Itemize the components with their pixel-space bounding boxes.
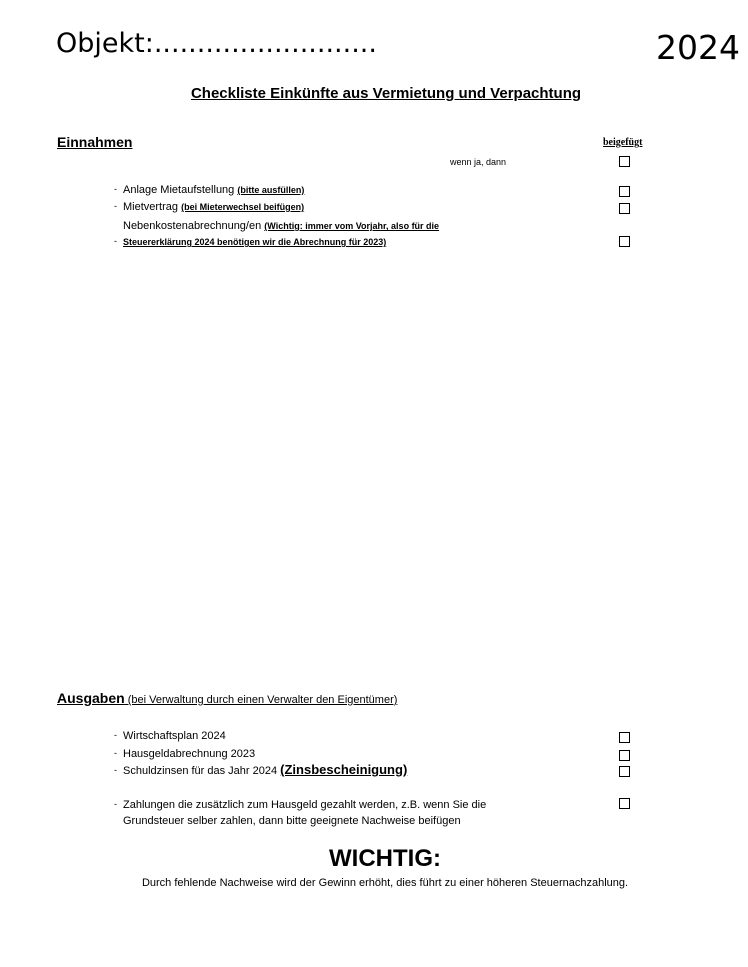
item-dash: - bbox=[114, 184, 117, 194]
checkbox-wirtschaftsplan[interactable] bbox=[619, 732, 630, 743]
page-title: Checkliste Einkünfte aus Vermietung und Verpachtung bbox=[190, 85, 582, 102]
item-label: Wirtschaftsplan 2024 bbox=[123, 730, 226, 742]
item-note: (bitte ausfüllen) bbox=[237, 185, 305, 195]
list-item-nebenkosten-line2 bbox=[114, 236, 386, 248]
year-label: 2024 bbox=[656, 28, 740, 67]
wenn-ja-checkbox[interactable] bbox=[619, 156, 630, 167]
object-label: Objekt:.......................... bbox=[56, 28, 377, 59]
list-item-zahlungen-line2: Grundsteuer selber zahlen, dann bitte geeignete Nachweise beifügen bbox=[123, 815, 461, 827]
checkbox-schuldzinsen[interactable] bbox=[619, 766, 630, 777]
item-label: Hausgeldabrechnung 2023 bbox=[123, 748, 256, 760]
item-note: (bei Mieterwechsel beifügen) bbox=[181, 202, 305, 212]
wichtig-heading: WICHTIG: bbox=[329, 845, 441, 872]
list-item-wirtschaftsplan bbox=[114, 730, 226, 742]
checkbox-mietaufstellung[interactable] bbox=[619, 186, 630, 197]
list-item-hausgeldabrechnung bbox=[114, 748, 255, 760]
item-dash: - bbox=[114, 730, 117, 740]
checkbox-hausgeldabrechnung[interactable] bbox=[619, 750, 630, 761]
item-dash: - bbox=[114, 799, 117, 809]
list-item-nebenkosten-line1 bbox=[123, 220, 439, 232]
item-note-line2: Steuererklärung 2024 benötigen wir die Abrechnung für 2023) bbox=[123, 237, 387, 247]
item-label-line1: Zahlungen die zusätzlich zum Hausgeld gezahlt werden, z.B. wenn Sie die bbox=[123, 799, 487, 811]
item-label: Nebenkostenabrechnung/en bbox=[123, 220, 265, 232]
item-dash: - bbox=[114, 236, 117, 246]
checkbox-mietvertrag[interactable] bbox=[619, 203, 630, 214]
checkbox-zahlungen[interactable] bbox=[619, 798, 630, 809]
einnahmen-heading: Einnahmen bbox=[57, 134, 133, 150]
item-dash: - bbox=[114, 765, 117, 775]
item-label: Anlage Mietaufstellung bbox=[123, 184, 238, 196]
list-item-mietvertrag bbox=[114, 201, 304, 213]
item-label: Mietvertrag bbox=[123, 201, 182, 213]
item-dash: - bbox=[114, 201, 117, 211]
item-label: Schuldzinsen für das Jahr 2024 bbox=[123, 765, 281, 777]
beigefuegt-column-label: beigefügt bbox=[603, 137, 643, 148]
list-item-schuldzinsen bbox=[114, 762, 407, 777]
wenn-ja-label: wenn ja, dann bbox=[450, 157, 507, 167]
item-note: (Zinsbescheinigung) bbox=[280, 762, 408, 777]
ausgaben-heading: Ausgaben bbox=[57, 690, 125, 706]
ausgaben-subheading: (bei Verwaltung durch einen Verwalter den Eigentümer) bbox=[124, 694, 398, 706]
checkbox-nebenkosten[interactable] bbox=[619, 236, 630, 247]
item-dash: - bbox=[114, 748, 117, 758]
item-note-line1: (Wichtig: immer vom Vorjahr, also für die bbox=[264, 221, 440, 231]
list-item-zahlungen-line1 bbox=[114, 799, 486, 811]
ausgaben-heading-row bbox=[57, 690, 397, 706]
wichtig-text: Durch fehlende Nachweise wird der Gewinn erhöht, dies führt zu einer höheren Steuernachzahlung. bbox=[141, 877, 629, 889]
list-item-mietaufstellung bbox=[114, 184, 304, 196]
